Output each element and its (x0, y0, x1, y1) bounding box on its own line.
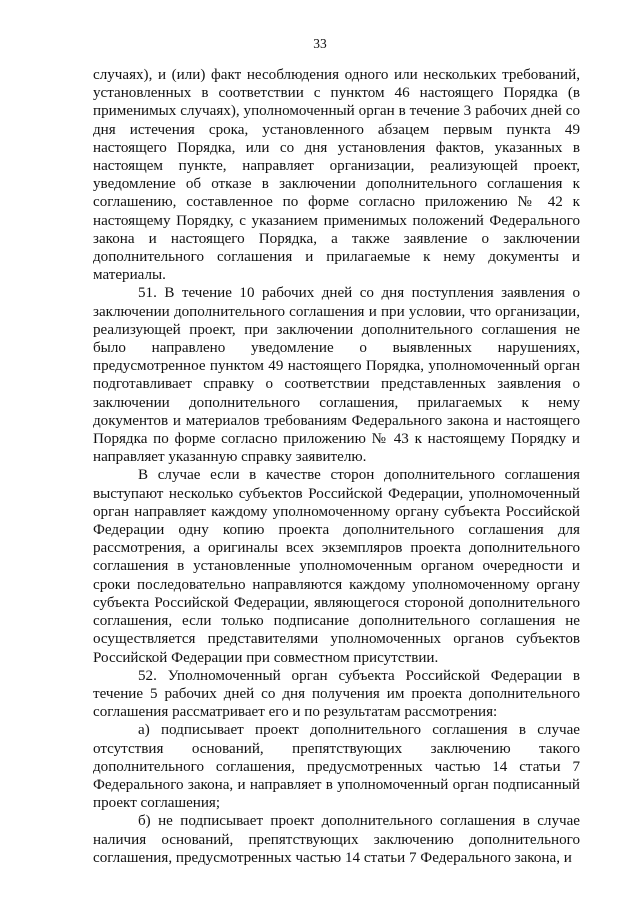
document-body (93, 66, 580, 867)
paragraph-subitem-b: б) не подписывает проект дополнительного соглашения в случае наличия оснований, препятствующих заключению дополнительного соглашения, предусмотренных частью 14 статьи 7 Федерального закона, и (93, 813, 580, 866)
page-number: 33 (313, 36, 327, 51)
paragraph-item-52: 52. Уполномоченный орган субъекта Российской Федерации в течение 5 рабочих дней со дня получения им проекта дополнительного соглашения рассматривает его и по результатам рассмотрения: (93, 667, 580, 721)
paragraph-subitem-a: а) подписывает проект дополнительного соглашения в случае отсутствия оснований, препятствующих заключению такого дополнительного соглашения, предусмотренных частью 14 статьи 7 Федерального закона, и направляет в уполномоченный орган подписанный проект соглашения; (93, 722, 580, 812)
paragraph-continuation: случаях), и (или) факт несоблюдения одного или нескольких требований, установленных в соответствии с пунктом 46 настоящего Порядка (в применимых случаях), уполномоченный орган в течение 3 рабочих дней со дня истечения срока, установленного абзацем первым пункта 49 настоящего Порядка, или со дня установления фактов, указанных в настоящем пункте, направляет организации, реализующей проект, уведомление об отказе в заключении дополнительного соглашения к соглашению, составленное по форме согласно приложению № 42 к настоящему Порядку, с указанием применимых положений Федерального закона и настоящего Порядка, а также заявление о заключении дополнительного соглашения и прилагаемые к нему документы и материалы. (93, 67, 580, 284)
paragraph-multiple-subjects: В случае если в качестве сторон дополнительного соглашения выступают несколько субъектов Российской Федерации, уполномоченный орган направляет каждому уполномоченному органу субъекта Российской Федерации одну копию проекта дополнительного соглашения для рассмотрения, а оригиналы всех экземпляров проекта дополнительного соглашения в установленные уполномоченным органом очередности и сроки последовательно направляются каждому уполномоченному органу субъекта Российской Федерации, являющегося стороной дополнительного соглашения, если только подписание дополнительного соглашения не осуществляется представителями уполномоченных органов субъектов Российской Федерации при совместном присутствии. (93, 467, 580, 666)
paragraph-item-51: 51. В течение 10 рабочих дней со дня поступления заявления о заключении дополнительного соглашения и при условии, что организации, реализующей проект, при заключении дополнительного соглашения не было направлено уведомление о выявленных нарушениях, предусмотренное пунктом 49 настоящего Порядка, уполномоченный орган подготавливает справку о соответствии представленных заявления о заключении дополнительного соглашения, прилагаемых к нему документов и материалов требованиям Федерального закона и настоящего Порядка по форме согласно приложению № 43 к настоящему Порядку и направляет указанную справку заявителю. (93, 285, 580, 466)
